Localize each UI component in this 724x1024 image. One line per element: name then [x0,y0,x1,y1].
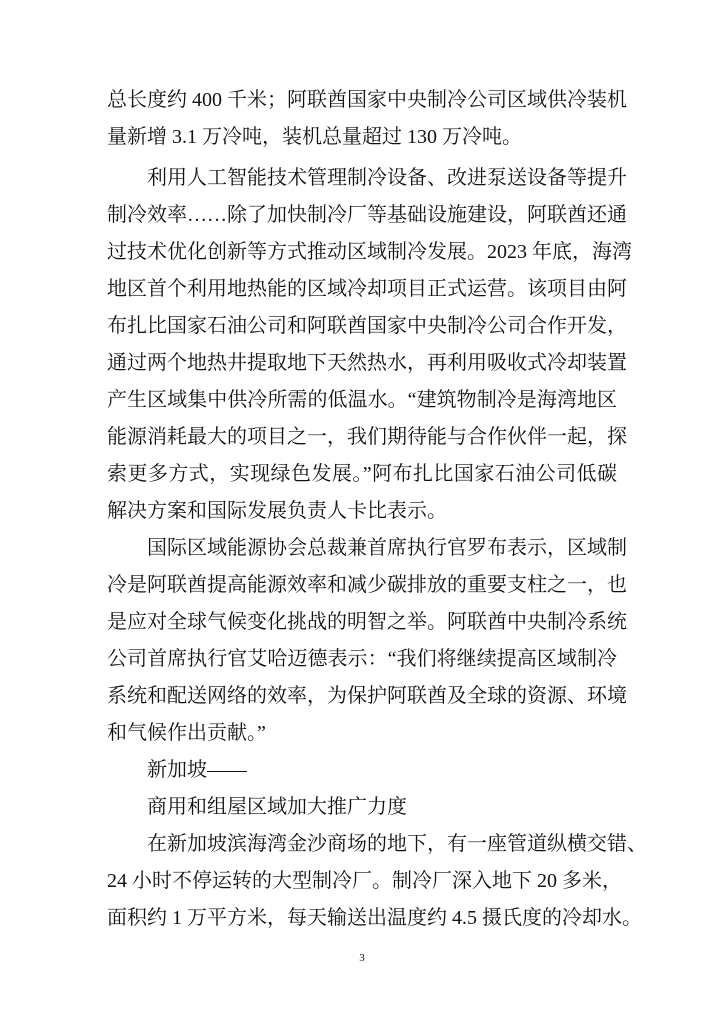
text-line: 总长度约 400 千米；阿联酋国家中央制冷公司区域供冷装机 [107,89,627,111]
text-line: 索更多方式，实现绿色发展。”阿布扎比国家石油公司低碳 [107,463,617,485]
document-body [107,82,647,937]
page-number: 3 [359,952,365,964]
text-line: 产生区域集中供冷所需的低温水。“建筑物制冷是海湾地区 [107,389,617,411]
text-line: 地区首个利用地热能的区域冷却项目正式运营。该项目由阿 [107,278,627,300]
text-line: 是应对全球气候变化挑战的明智之举。阿联酋中央制冷系统 [107,611,627,633]
text-line: 通过两个地热井提取地下天然热水，再利用吸收式冷却装置 [107,352,627,374]
text-line: 公司首席执行官艾哈迈德表示：“我们将继续提高区域制冷 [107,648,617,670]
text-line: 面积约 1 万平方米，每天输送出温度约 4.5 摄氏度的冷却水。 [107,907,642,929]
text-line: 过技术优化创新等方式推动区域制冷发展。2023 年底，海湾 [107,241,632,263]
text-line: 在新加坡滨海湾金沙商场的地下，有一座管道纵横交错、 [147,833,647,855]
text-line: 解决方案和国际发展负责人卡比表示。 [107,500,447,522]
text-line: 量新增 3.1 万冷吨，装机总量超过 130 万冷吨。 [107,126,522,148]
section-subheading: 商用和组屋区域加大推广力度 [147,796,407,818]
text-line: 能源消耗最大的项目之一，我们期待能与合作伙伴一起，探 [107,426,627,448]
section-heading-country: 新加坡—— [147,759,247,781]
text-line: 制冷效率……除了加快制冷厂等基础设施建设，阿联酋还通 [107,204,627,226]
text-line: 冷是阿联酋提高能源效率和减少碳排放的重要支柱之一，也 [107,574,627,596]
text-line: 和气候作出贡献。” [107,722,266,744]
text-line: 布扎比国家石油公司和阿联酋国家中央制冷公司合作开发， [107,315,627,337]
text-line: 利用人工智能技术管理制冷设备、改进泵送设备等提升 [147,167,627,189]
text-line: 系统和配送网络的效率，为保护阿联酋及全球的资源、环境 [107,685,627,707]
text-line: 国际区域能源协会总裁兼首席执行官罗布表示，区域制 [147,537,627,559]
text-line: 24 小时不停运转的大型制冷厂。制冷厂深入地下 20 多米， [107,870,622,892]
